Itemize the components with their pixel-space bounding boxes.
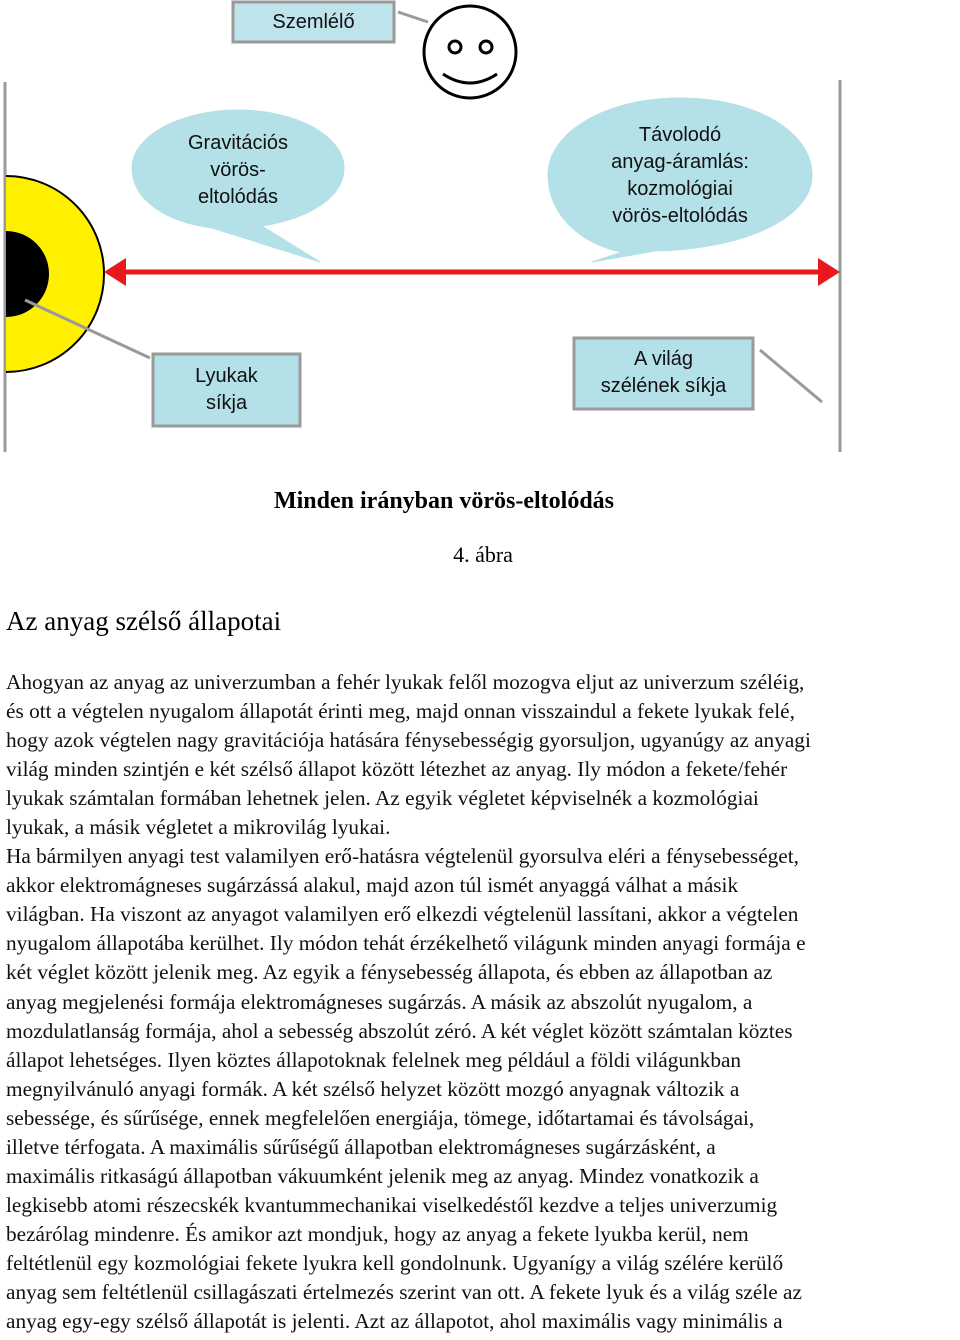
body-line: hogy azok végtelen nagy gravitációja hatására fénysebességig gyorsuljon, ugyanúgy az anyagi bbox=[6, 728, 811, 753]
figure-number: 4. ábra bbox=[453, 542, 513, 567]
diagram-graphics bbox=[0, 0, 960, 470]
figure-caption: Minden irányban vörös-eltolódás bbox=[273, 488, 615, 514]
observer-label: Szemlélő bbox=[272, 11, 355, 33]
body-line: nyugalom állapotába kerülhet. Ily módon tehát érzékelhető világunk minden anyagi formája e bbox=[6, 931, 806, 956]
body-line: akkor elektromágneses sugárzássá alakul, majd azon túl ismét anyaggá válhat a másik bbox=[6, 873, 739, 898]
body-line: megnyilvánuló anyagi formák. A két szélső helyzet között mozgó anyagnak változik a bbox=[6, 1076, 740, 1101]
body-line: anyag megjelenési formája elektromágneses sugárzás. A másik az abszolút nyugalom, a bbox=[6, 989, 753, 1014]
redshift-diagram bbox=[0, 0, 960, 470]
body-line: lyukak számtalan formában lehetnek jelen. Az egyik végletet képviselnék a kozmológiai bbox=[6, 786, 759, 811]
observer-pointer bbox=[398, 12, 428, 22]
cosmological-redshift-text: Távolodó anyag-áramlás: kozmológiai vörös-eltolódás bbox=[611, 124, 749, 227]
body-line: világ minden szintjén e két szélső állapot között létezhet az anyag. Ily módon a fekete/fehér bbox=[6, 757, 788, 782]
section-title: Az anyag szélső állapotai bbox=[6, 606, 282, 636]
body-line: bezárólag mindenre. És amikor azt mondjuk, hogy az anyag a fekete lyukba kerül, nem bbox=[6, 1221, 749, 1246]
arrow-head-left bbox=[104, 258, 126, 286]
world-edge-pointer bbox=[760, 350, 822, 402]
body-line: Ahogyan az anyag az univerzumban a fehér lyukak felől mozogva eljut az univerzum széléig, bbox=[6, 670, 805, 694]
body-line: maximális ritkaságú állapotban vákuumként jelenik meg az anyag. Mindez vonatkozik a bbox=[6, 1163, 759, 1188]
body-line: világban. Ha viszont az anyagot valamilyen erő elkezdi végtelenül lassítani, akkor a végtelen bbox=[6, 902, 799, 927]
body-line: lyukak, a másik végletet a mikrovilág lyukai. bbox=[6, 815, 391, 840]
body-line: két véglet között jelenik meg. Az egyik a fénysebesség állapota, és ebben az állapotban az bbox=[6, 960, 773, 985]
holes-plane-label: Lyukak síkja bbox=[195, 365, 258, 414]
body-line: anyag sem feltétlenül csillagászati értelmezés szerint van ott. A fekete lyuk és a világ széle az bbox=[6, 1279, 802, 1304]
body-line: anyag egy-egy szélső állapotát is jelenti. Azt az állapotot, ahol maximális vagy minimális a bbox=[6, 1309, 783, 1334]
body-line: legkisebb atomi részecskék kvantummechanikai viselkedéstől kezdve a teljes univerzumig bbox=[6, 1192, 778, 1217]
body-line: sebessége, és sűrűsége, ennek megfelelően energiája, tömege, időtartamai és távolságai, bbox=[6, 1105, 755, 1130]
gravitational-redshift-text: Gravitációs vörös- eltolódás bbox=[187, 132, 289, 208]
body-line: és ott a végtelen nyugalom állapotát érinti meg, majd onnan visszaindul a fekete lyukak felé, bbox=[6, 699, 795, 724]
world-edge-label: A világ szélének síkja bbox=[600, 348, 727, 397]
body-line: állapot lehetséges. Ilyen köztes állapotoknak felelnek meg például a földi világunkban bbox=[6, 1047, 742, 1072]
body-line: Ha bármilyen anyagi test valamilyen erő-hatásra végtelenül gyorsulva eléri a fénysebességet, bbox=[6, 844, 799, 869]
arrow-head-right bbox=[818, 258, 840, 286]
body-line: mozdulatlanság formája, ahol a sebesség abszolút zéró. A két véglet között számtalan köztes bbox=[6, 1018, 793, 1043]
body-paragraphs bbox=[6, 668, 960, 1336]
body-line: feltétlenül egy kozmológiai fekete lyukra kell gondolnunk. Ugyanígy a világ szélére kerülő bbox=[6, 1250, 784, 1275]
observer-smiley-icon bbox=[424, 6, 516, 98]
body-line: illetve térfogata. A maximális sűrűségű állapotban elektromágneses sugárzásként, a bbox=[6, 1134, 716, 1159]
